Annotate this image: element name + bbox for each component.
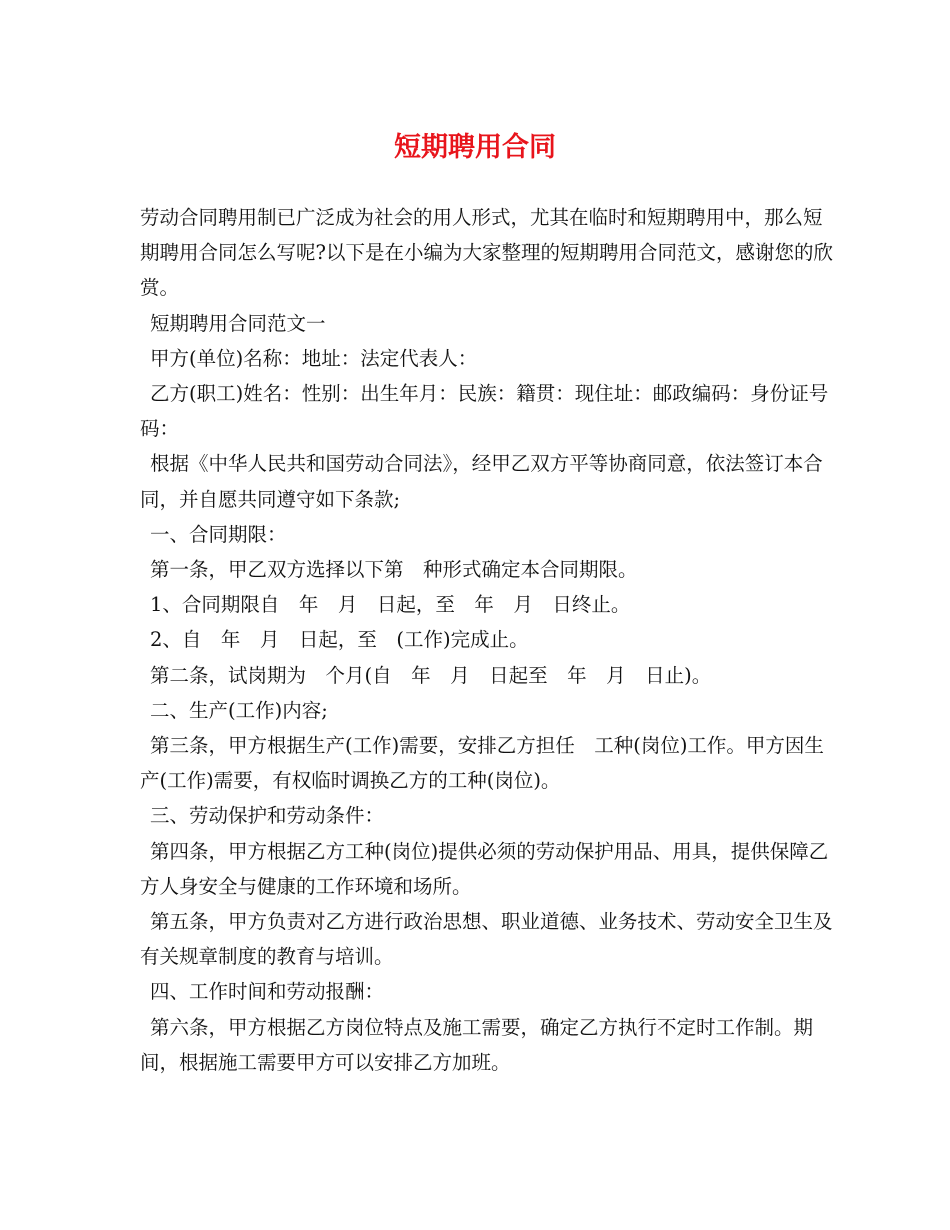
section-heading-work-content: 二、生产(工作)内容; bbox=[150, 698, 328, 722]
article-1-option-2: 2、自 年 月 日起，至 (工作)完成止。 bbox=[150, 628, 529, 652]
paragraph-party-a: 甲方(单位)名称：地址：法定代表人： bbox=[150, 346, 478, 370]
article-5: 第五条，甲方负责对乙方进行政治思想、职业道德、业务技术、劳动安全卫生及有关规章制度的教育与培训。 bbox=[140, 910, 833, 969]
paragraph-legal-basis: 根据《中华人民共和国劳动合同法》，经甲乙双方平等协商同意，依法签订本合同，并自愿共同遵守如下条款; bbox=[140, 452, 823, 511]
article-4: 第四条，甲方根据乙方工种(岗位)提供必须的劳动保护用品、用具，提供保障乙方人身安全与健康的工作环境和场所。 bbox=[140, 839, 829, 898]
article-2: 第二条，试岗期为 个月(自 年 月 日起至 年 月 日止)。 bbox=[150, 663, 712, 687]
article-6: 第六条，甲方根据乙方岗位特点及施工需要，确定乙方执行不定时工作制。期间，根据施工需要甲方可以安排乙方加班。 bbox=[140, 1015, 814, 1074]
paragraph-sample-heading: 短期聘用合同范文一 bbox=[150, 311, 326, 335]
document-body bbox=[140, 200, 840, 1080]
document-title: 短期聘用合同 bbox=[394, 132, 556, 163]
paragraph-party-b: 乙方(职工)姓名：性别：出生年月：民族：籍贯：现住址：邮政编码：身份证号码： bbox=[140, 382, 829, 441]
section-heading-work-hours: 四、工作时间和劳动报酬： bbox=[150, 980, 385, 1004]
article-3: 第三条，甲方根据生产(工作)需要，安排乙方担任 工种(岗位)工作。甲方因生产(工作)需要，有权临时调换乙方的工种(岗位)。 bbox=[140, 734, 824, 793]
article-1-option-1: 1、合同期限自 年 月 日起，至 年 月 日终止。 bbox=[150, 593, 631, 617]
article-1: 第一条，甲乙双方选择以下第 种形式确定本合同期限。 bbox=[150, 558, 638, 582]
section-heading-labor-protection: 三、劳动保护和劳动条件： bbox=[150, 804, 385, 828]
paragraph-intro: 劳动合同聘用制已广泛成为社会的用人形式，尤其在临时和短期聘用中，那么短期聘用合同怎么写呢?以下是在小编为大家整理的短期聘用合同范文，感谢您的欣赏。 bbox=[140, 206, 833, 300]
section-heading-term: 一、合同期限： bbox=[150, 522, 287, 546]
